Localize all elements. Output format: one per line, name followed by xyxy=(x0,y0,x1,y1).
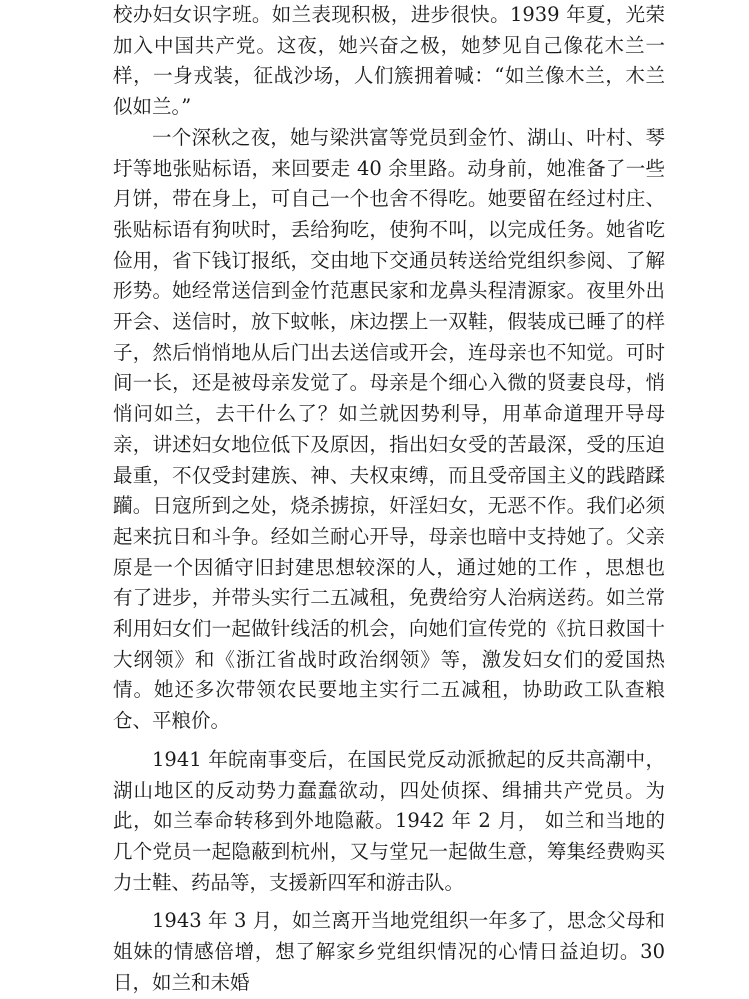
paragraph-3: 1941 年皖南事变后，在国民党反动派掀起的反共高潮中，湖山地区的反动势力蠢蠢欲动，四处侦探、缉捕共产党员。为此，如兰奉命转移到外地隐蔽。1942 年 2 月， 如兰和当地的几个党员一起隐蔽到杭州，又与堂兄一起做生意，筹集经费购买力士鞋、药品等，支援新四军和游击队。 xyxy=(113,747,665,894)
paragraph-2: 一个深秋之夜，她与梁洪富等党员到金竹、湖山、叶村、琴圩等地张贴标语，来回要走 40 余里路。动身前，她准备了一些月饼，带在身上，可自己一个也舍不得吃。她要留在经过村庄、张贴标语有狗吠时，丢给狗吃，使狗不叫，以完成任务。她省吃俭用，省下钱订报纸，交由地下交通员转送给党组织参阅、了解形势。她经常送信到金竹范惠民家和龙鼻头程清源家。夜里外出开会、送信时，放下蚊帐，床边摆上一双鞋，假装成已睡了的样子，然后悄悄地从后门出去送信或开会，连母亲也不知觉。可时间一长，还是被母亲发觉了。母亲是个细心入微的贤妻良母，悄悄问如兰，去干什么了？如兰就因势利导，用革命道理开导母亲，讲述妇女地位低下及原因，指出妇女受的苦最深，受的压迫最重，不仅受封建族、神、夫权束缚，而且受帝国主义的践踏蹂躏。日寇所到之处，烧杀掳掠，奸淫妇女，无恶不作。我们必须起来抗日和斗争。经如兰耐心开导，母亲也暗中支持她了。父亲原是一个因循守旧封建思想较深的人，通过她的工作 ，思想也有了进步，并带头实行二五减租，免费给穷人治病送药。如兰常利用妇女们一起做针线活的机会，向她们宣传党的《抗日救国十大纲领》和《浙江省战时政治纲领》等，激发妇女们的爱国热情。她还多次带领农民要地主实行二五减租，协助政工队查粮仓、平粮价。 xyxy=(113,125,665,733)
document-page xyxy=(113,0,665,999)
paragraph-1: 校办妇女识字班。如兰表现积极，进步很快。1939 年夏，光荣加入中国共产党。这夜，她兴奋之极，她梦见自己像花木兰一样，一身戎装，征战沙场，人们簇拥着喊：“如兰像木兰，木兰似如兰。” xyxy=(113,3,665,119)
paragraph-4: 1943 年 3 月，如兰离开当地党组织一年多了，思念父母和姐妹的情感倍增，想了解家乡党组织情况的心情日益迫切。30 日，如兰和未婚 xyxy=(113,909,665,994)
